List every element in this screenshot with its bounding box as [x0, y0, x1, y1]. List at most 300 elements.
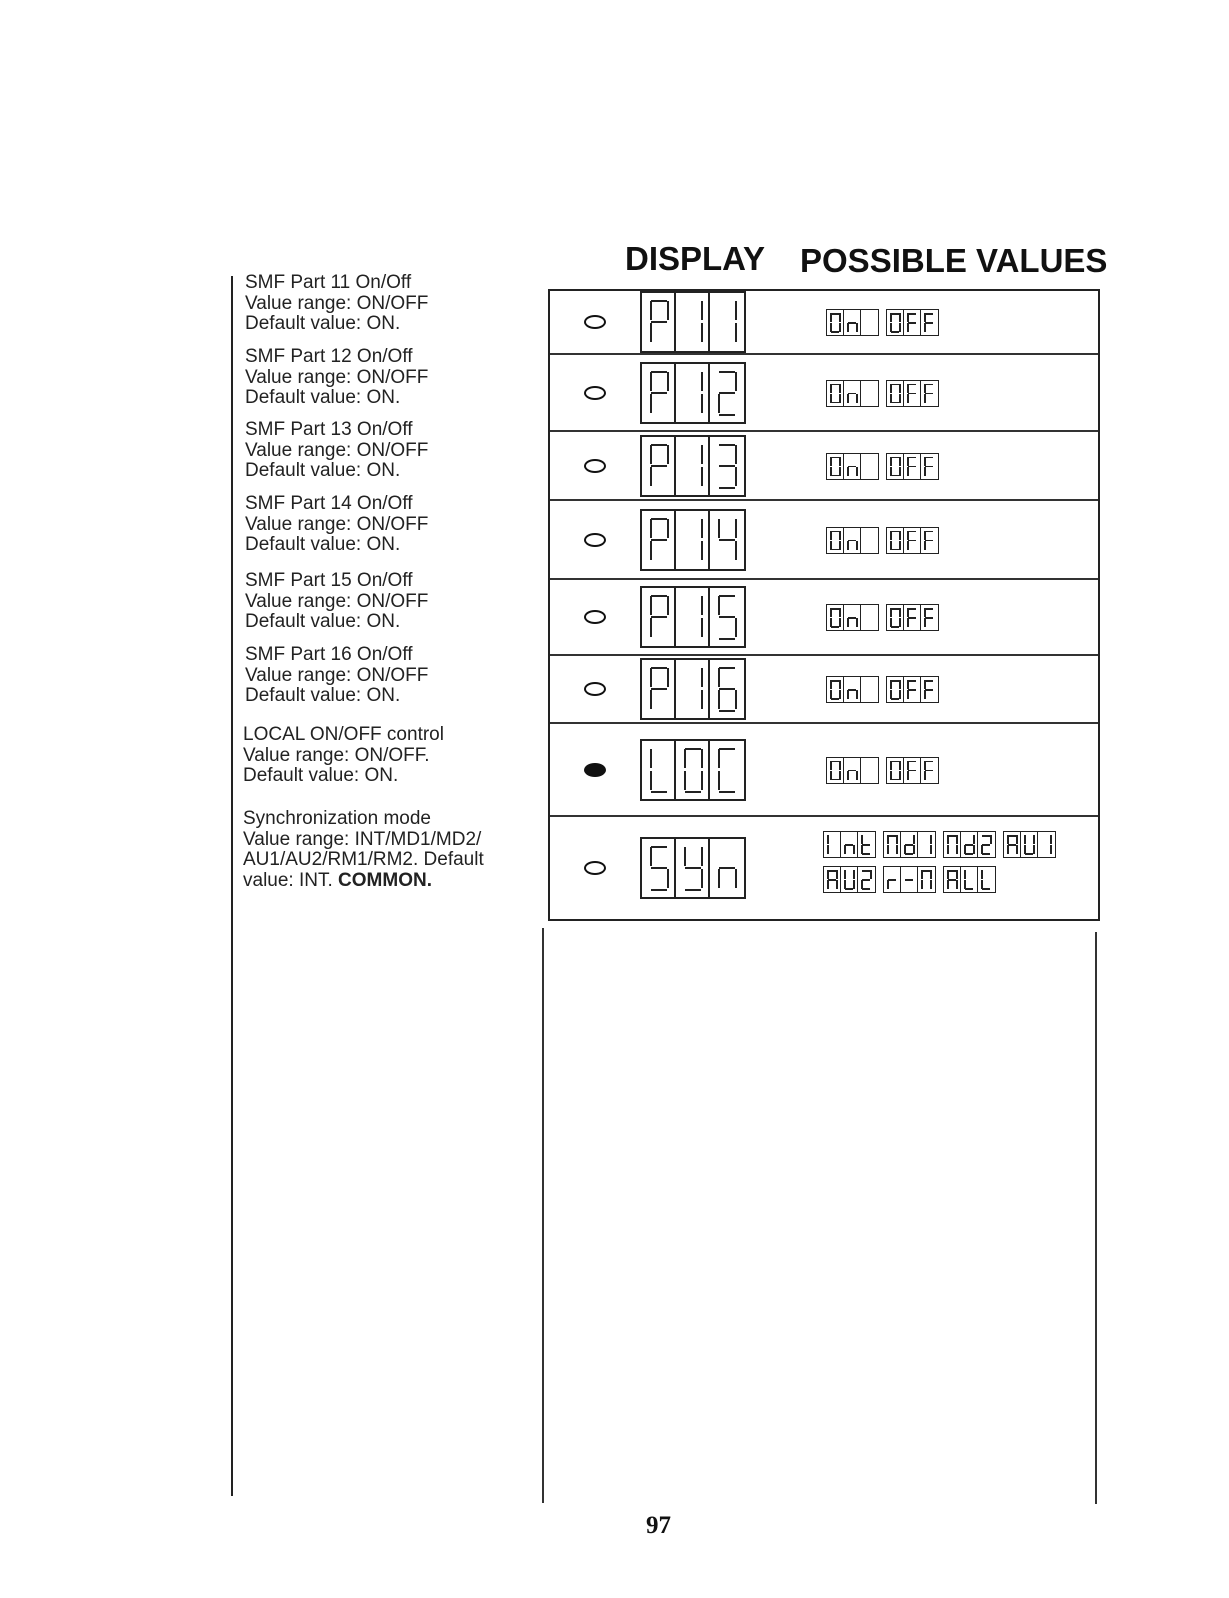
display-digit: [676, 660, 710, 718]
segment-g: [651, 867, 667, 869]
segment-c: [1050, 845, 1052, 854]
value-digit: [978, 832, 995, 857]
segment-g: [862, 879, 870, 881]
display-digit: [642, 437, 676, 495]
value-display: [823, 866, 876, 893]
segment-e: [718, 690, 720, 709]
segment-e: [890, 394, 892, 403]
led-unlit-icon: [584, 386, 606, 400]
segment-e: [921, 880, 923, 889]
value-digit: [944, 832, 961, 857]
description-line: [245, 666, 428, 687]
value-display: [943, 831, 996, 858]
value-digit: [861, 605, 878, 630]
value-digit: [861, 528, 878, 553]
segment-a: [925, 457, 933, 459]
parameter-description: [245, 420, 428, 482]
table-row: [550, 817, 1098, 921]
value-digit: [841, 867, 858, 892]
display-digit: [642, 364, 676, 422]
value-digit: [918, 832, 935, 857]
lower-frame-right-rule: [1095, 932, 1097, 1504]
segment-g: [908, 689, 916, 691]
segment-c: [735, 323, 737, 342]
value-digit: [841, 832, 858, 857]
segment-f: [907, 313, 909, 322]
description-line: [245, 273, 428, 294]
segment-g: [685, 867, 701, 869]
segment-a: [948, 835, 956, 837]
display-digit: [642, 741, 676, 799]
segment-g: [719, 688, 735, 690]
segment-c: [913, 845, 915, 854]
values-line: [823, 866, 1056, 893]
segment-e: [718, 869, 720, 888]
segment-c: [899, 467, 901, 476]
value-digit: [961, 867, 978, 892]
value-digit: [861, 758, 878, 783]
segment-a: [831, 384, 839, 386]
segment-f: [890, 313, 892, 322]
segment-c: [899, 394, 901, 403]
values-line: [826, 527, 939, 554]
segment-b: [667, 301, 669, 320]
segment-c: [839, 618, 841, 627]
segment-e: [890, 618, 892, 627]
segment-f: [887, 835, 889, 844]
display-digit: [676, 588, 710, 646]
description-line: [245, 368, 428, 389]
segment-e: [847, 541, 849, 550]
parameter-description: [245, 645, 428, 707]
value-digit: [921, 528, 938, 553]
values-line: [823, 831, 1056, 858]
segment-f: [890, 457, 892, 466]
segment-g: [908, 540, 916, 542]
segment-e: [830, 771, 832, 780]
segment-f: [830, 680, 832, 689]
segment-e: [650, 323, 652, 342]
display-digit: [710, 660, 744, 718]
seven-segment-display: [640, 586, 746, 648]
segment-g: [905, 879, 913, 881]
segment-g: [848, 466, 856, 468]
value-digit: [887, 677, 904, 702]
value-digit: [978, 867, 995, 892]
segment-b: [701, 519, 703, 538]
value-digit: [861, 454, 878, 479]
segment-e: [830, 618, 832, 627]
segment-e: [847, 690, 849, 699]
segment-e: [964, 845, 966, 854]
value-display: [826, 757, 879, 784]
segment-a: [831, 313, 839, 315]
segment-e: [907, 467, 909, 476]
segment-a: [891, 384, 899, 386]
description-text: Value range: ON/OFF: [245, 513, 429, 535]
display-heading: DISPLAY: [625, 240, 765, 277]
seven-segment-display: [640, 837, 746, 899]
segment-a: [1008, 835, 1016, 837]
value-digit: [887, 310, 904, 335]
segment-a: [719, 748, 735, 750]
segment-b: [667, 596, 669, 615]
description-line: [243, 871, 484, 892]
value-digit: [827, 758, 844, 783]
value-display: [886, 309, 939, 336]
segment-a: [948, 870, 956, 872]
left-column-rule: [231, 276, 233, 1496]
segment-e: [924, 467, 926, 476]
segment-c: [930, 880, 932, 889]
description-text: Value range: ON/OFF: [245, 292, 429, 314]
segment-c: [839, 394, 841, 403]
segment-f: [650, 301, 652, 320]
display-digit: [676, 437, 710, 495]
segment-b: [735, 301, 737, 320]
segment-b: [839, 680, 841, 689]
segment-b: [839, 313, 841, 322]
description-text: SMF Part 15 On/Off: [245, 570, 413, 591]
segment-f: [1024, 835, 1026, 844]
value-digit: [921, 758, 938, 783]
segment-d: [685, 791, 701, 793]
description-text: Default value: ON.: [245, 685, 401, 706]
value-digit: [904, 381, 921, 406]
segment-a: [908, 761, 916, 763]
seven-segment-display: [640, 658, 746, 720]
description-line: [245, 592, 428, 613]
description-text: SMF Part 14 On/Off: [245, 493, 413, 514]
value-digit: [921, 310, 938, 335]
description-text: Value range: INT/MD1/MD2/: [243, 828, 482, 850]
segment-e: [890, 541, 892, 550]
segment-b: [930, 870, 932, 879]
segment-e: [907, 394, 909, 403]
segment-c: [735, 869, 737, 888]
description-line: [245, 294, 428, 315]
segment-a: [925, 384, 933, 386]
segment-e: [684, 771, 686, 790]
segment-g: [908, 770, 916, 772]
value-digit: [861, 381, 878, 406]
segment-b: [735, 445, 737, 464]
segment-c: [701, 541, 703, 560]
display-digit: [676, 293, 710, 351]
segment-e: [830, 323, 832, 332]
segment-b: [667, 372, 669, 391]
segment-f: [947, 835, 949, 844]
display-digit: [642, 839, 676, 897]
segment-d: [982, 888, 990, 890]
value-display: [823, 831, 876, 858]
segment-d: [891, 331, 899, 333]
segment-c: [701, 467, 703, 486]
segment-a: [651, 667, 667, 669]
segment-a: [891, 680, 899, 682]
segment-c: [701, 771, 703, 790]
segment-g: [719, 867, 735, 869]
segment-c: [1033, 845, 1035, 854]
values-line: [826, 309, 939, 336]
segment-e: [904, 845, 906, 854]
segment-b: [735, 519, 737, 538]
segment-e: [924, 618, 926, 627]
value-digit: [901, 867, 918, 892]
segment-e: [924, 690, 926, 699]
parameter-description: [243, 809, 484, 891]
led-unlit-icon: [584, 533, 606, 547]
segment-g: [651, 392, 667, 394]
segment-a: [685, 748, 701, 750]
segment-b: [956, 835, 958, 844]
description-text: Default value: ON.: [245, 387, 401, 408]
segment-c: [853, 845, 855, 854]
value-digit: [861, 677, 878, 702]
value-digit: [827, 454, 844, 479]
value-digit: [824, 867, 841, 892]
description-line: [245, 347, 428, 368]
segment-g: [925, 466, 933, 468]
table-row: [550, 355, 1098, 432]
segment-f: [861, 835, 863, 844]
description-line: [245, 612, 428, 633]
segment-f: [964, 870, 966, 879]
segment-g: [925, 689, 933, 691]
segment-e: [650, 690, 652, 709]
segment-d: [831, 549, 839, 551]
segment-g: [982, 844, 990, 846]
segment-e: [650, 618, 652, 637]
segment-f: [924, 384, 926, 393]
value-display: [886, 676, 939, 703]
lower-frame-left-rule: [542, 928, 544, 1503]
parameter-description: [245, 571, 428, 633]
description-text: Value range: ON/OFF: [245, 664, 429, 686]
segment-c: [856, 541, 858, 550]
description-line: [245, 494, 428, 515]
table-row: [550, 580, 1098, 656]
possible-values: [823, 831, 1056, 893]
segment-a: [831, 457, 839, 459]
segment-d: [891, 626, 899, 628]
segment-b: [839, 457, 841, 466]
segment-d: [831, 626, 839, 628]
page-number: 97: [646, 1512, 671, 1539]
segment-f: [650, 596, 652, 615]
segment-f: [890, 761, 892, 770]
value-display: [826, 604, 879, 631]
segment-b: [899, 313, 901, 322]
segment-c: [856, 467, 858, 476]
segment-c: [899, 771, 901, 780]
segment-g: [905, 844, 913, 846]
description-text: Default value: ON.: [243, 765, 399, 786]
segment-c: [839, 771, 841, 780]
value-digit: [827, 528, 844, 553]
segment-f: [924, 531, 926, 540]
segment-f: [684, 847, 686, 866]
segment-e: [924, 323, 926, 332]
segment-e: [887, 880, 889, 889]
segment-c: [899, 541, 901, 550]
value-digit: [887, 454, 904, 479]
display-digit: [676, 839, 710, 897]
value-digit: [827, 310, 844, 335]
segment-f: [718, 668, 720, 687]
possible-values: [826, 309, 939, 336]
segment-b: [839, 761, 841, 770]
segment-g: [651, 688, 667, 690]
value-digit: [844, 758, 861, 783]
segment-f: [924, 761, 926, 770]
segment-d: [1025, 853, 1033, 855]
segment-a: [908, 680, 916, 682]
segment-c: [1016, 845, 1018, 854]
segment-b: [1016, 835, 1018, 844]
segment-f: [924, 313, 926, 322]
segment-a: [831, 608, 839, 610]
value-digit: [1021, 832, 1038, 857]
value-digit: [904, 454, 921, 479]
values-line: [826, 757, 939, 784]
description-line: [245, 535, 428, 556]
segment-c: [856, 618, 858, 627]
segment-b: [836, 870, 838, 879]
segment-a: [888, 835, 896, 837]
segment-c: [839, 690, 841, 699]
display-digit: [676, 741, 710, 799]
segment-a: [831, 531, 839, 533]
possible-values: [826, 380, 939, 407]
table-row: [550, 291, 1098, 355]
value-digit: [887, 605, 904, 630]
segment-b: [899, 680, 901, 689]
description-text: SMF Part 13 On/Off: [245, 419, 413, 440]
segment-b: [899, 761, 901, 770]
segment-g: [828, 879, 836, 881]
segment-c: [856, 394, 858, 403]
segment-f: [907, 531, 909, 540]
segment-b: [973, 835, 975, 844]
segment-d: [891, 779, 899, 781]
value-digit: [921, 454, 938, 479]
segment-e: [890, 467, 892, 476]
value-digit: [918, 867, 935, 892]
segment-d: [891, 549, 899, 551]
segment-c: [735, 618, 737, 637]
segment-a: [862, 870, 870, 872]
segment-c: [701, 869, 703, 888]
segment-b: [701, 668, 703, 687]
segment-g: [848, 617, 856, 619]
possible-values: [826, 757, 939, 784]
segment-c: [856, 323, 858, 332]
led-unlit-icon: [584, 682, 606, 696]
segment-f: [650, 749, 652, 768]
segment-f: [907, 761, 909, 770]
segment-b: [896, 835, 898, 844]
led-lit-icon: [584, 763, 606, 777]
segment-a: [891, 457, 899, 459]
segment-b: [899, 608, 901, 617]
segment-f: [827, 870, 829, 879]
value-display: [886, 527, 939, 554]
segment-a: [891, 761, 899, 763]
segment-b: [930, 835, 932, 844]
segment-f: [830, 608, 832, 617]
values-line: [826, 380, 939, 407]
segment-f: [650, 445, 652, 464]
segment-e: [847, 618, 849, 627]
display-digit: [676, 364, 710, 422]
segment-b: [701, 301, 703, 320]
seven-segment-display: [640, 362, 746, 424]
segment-a: [908, 313, 916, 315]
segment-b: [667, 445, 669, 464]
segment-g: [862, 844, 870, 846]
segment-b: [853, 870, 855, 879]
description-text: SMF Part 12 On/Off: [245, 346, 413, 367]
display-digit: [710, 839, 744, 897]
segment-g: [651, 465, 667, 467]
value-digit: [961, 832, 978, 857]
segment-d: [862, 888, 870, 890]
seven-segment-display: [640, 509, 746, 571]
segment-b: [701, 445, 703, 464]
segment-f: [830, 457, 832, 466]
segment-b: [990, 835, 992, 844]
value-digit: [904, 310, 921, 335]
description-line: [245, 571, 428, 592]
segment-e: [830, 690, 832, 699]
segment-b: [701, 372, 703, 391]
led-unlit-icon: [584, 861, 606, 875]
segment-g: [848, 770, 856, 772]
segment-b: [735, 372, 737, 391]
possible-values: [826, 604, 939, 631]
value-digit: [827, 605, 844, 630]
segment-g: [888, 879, 896, 881]
display-values-table: [548, 289, 1100, 921]
description-text: Default value: ON.: [245, 534, 401, 555]
description-text: Value range: ON/OFF: [245, 439, 429, 461]
segment-b: [913, 835, 915, 844]
segment-e: [827, 880, 829, 889]
segment-d: [965, 853, 973, 855]
segment-f: [924, 680, 926, 689]
segment-e: [907, 771, 909, 780]
segment-g: [965, 844, 973, 846]
segment-d: [982, 853, 990, 855]
segment-f: [830, 531, 832, 540]
segment-e: [830, 394, 832, 403]
segment-a: [891, 608, 899, 610]
value-digit: [827, 381, 844, 406]
display-digit: [710, 293, 744, 351]
segment-e: [1024, 845, 1026, 854]
description-text: AU1/AU2/RM1/RM2. Default: [243, 849, 484, 870]
segment-a: [719, 444, 735, 446]
description-text: SMF Part 16 On/Off: [245, 644, 413, 665]
segment-f: [718, 596, 720, 615]
segment-f: [907, 457, 909, 466]
segment-d: [831, 475, 839, 477]
segment-c: [899, 690, 901, 699]
segment-e: [844, 880, 846, 889]
segment-a: [908, 531, 916, 533]
description-line: [245, 441, 428, 462]
